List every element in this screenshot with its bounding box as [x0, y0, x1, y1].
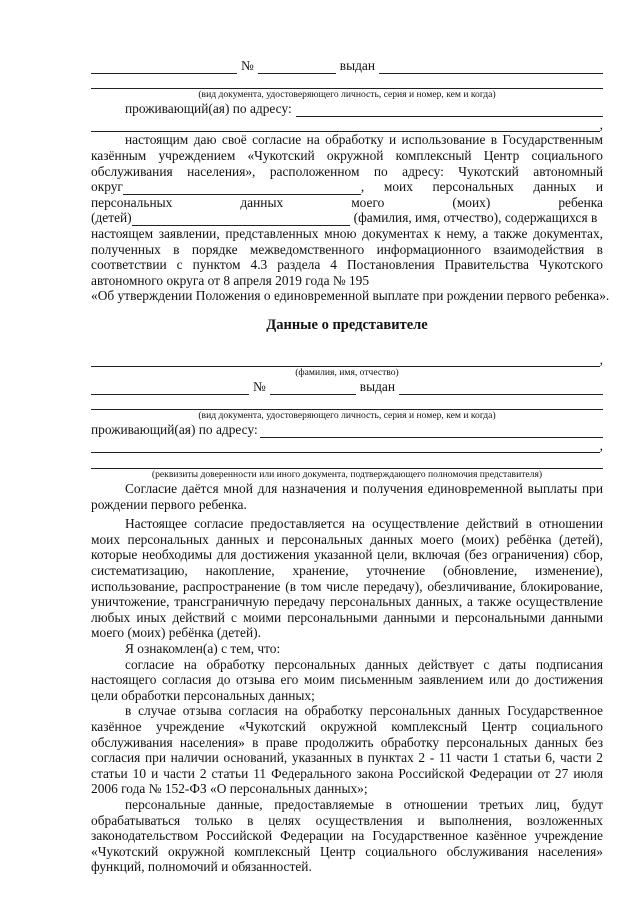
- rep-document-caption: (вид документа, удостоверяющего личность, серия и номер, кем и когда): [198, 410, 496, 422]
- applicant-document-row-2: [91, 74, 603, 90]
- rep-address-field-2[interactable]: [91, 440, 600, 453]
- consent-document: [91, 58, 610, 875]
- issued-label: выдан: [339, 58, 376, 73]
- issued-label: выдан: [359, 379, 396, 395]
- actions-paragraph: Настоящее согласие предоставляется на осуществление действий в отношении моих персональных данных и персональных данных моего (моих) ребёнка (детей), которые необходимы для достижения указанной цели, включая (без ограничения) сбор, систематизацию, накопление, хранение, уточнение (обновление, изменение), использование, распространение (в том числе передачу), обезличивание, блокирование, уничтожение, трансграничную передачу персональных данных, а также осуществление любых иных действий с моими персональными данными и персональными данными моего (моих) ребёнка (детей).: [91, 516, 603, 641]
- rep-address-field[interactable]: [260, 425, 603, 438]
- document-details-field[interactable]: [91, 76, 603, 89]
- consent-line-2: казённым учреждением «Чукотский окружной комплексный Центр социального: [91, 147, 603, 163]
- document-type-field[interactable]: [91, 61, 237, 74]
- rep-proxy-row: [91, 453, 603, 469]
- number-sign: №: [241, 58, 254, 73]
- rep-fio-caption: (фамилия, имя, отчество): [295, 367, 399, 379]
- rep-address-row-2: [91, 438, 603, 454]
- okrug-label: округ: [91, 179, 123, 195]
- comma: ,: [599, 437, 603, 453]
- document-number-field[interactable]: [258, 61, 336, 74]
- children-label: (детей): [91, 210, 132, 226]
- consent-line-3: обслуживания населения», расположенном по адресу: Чукотский автономный: [91, 163, 603, 179]
- comma: ,: [599, 116, 603, 132]
- okrug-field[interactable]: [123, 182, 361, 195]
- rep-fio-row: [91, 352, 603, 368]
- rep-document-details-field[interactable]: [91, 397, 603, 410]
- address-row-2: [91, 117, 603, 133]
- children-row: [91, 210, 603, 226]
- rep-address-row: [91, 422, 603, 438]
- document-caption: (вид документа, удостоверяющего личность, серия и номер, кем и когда): [198, 89, 496, 101]
- third-parties-paragraph: персональные данные, предоставляемые в отношении третьих лиц, будут обрабатываться только в целях осуществления и выполнения, возложенных законодательством Российской Федерации на Государственное казённое учреждение «Чукотский окружной комплексный Центр социального обслуживания населения» функций, полномочий и обязанностей.: [91, 796, 603, 875]
- rep-fio-field[interactable]: [91, 354, 600, 367]
- rep-document-type-field[interactable]: [91, 382, 249, 395]
- issued-by-field[interactable]: [379, 61, 603, 74]
- rep-proxy-field[interactable]: [91, 456, 603, 469]
- number-sign: №: [253, 379, 266, 395]
- withdrawal-paragraph: в случае отзыва согласия на обработку персональных данных Государственное казённое учреждение «Чукотский окружной комплексный Центр социального обслуживания населения» в праве продолжить обработку персональных данных без согласия при наличии оснований, указанных в пунктах 2 - 11 части 1 статьи 6, части 2 статьи 10 и части 2 статьи 11 Федерального закона Российской Федерации от 27 июля 2006 года № 152-ФЗ «О персональных данных»;: [91, 703, 603, 797]
- okrug-after: , моих персональных данных и: [360, 179, 603, 195]
- address-field[interactable]: [296, 104, 603, 117]
- consent-line-5: персональных данных моего (моих) ребенка: [91, 194, 603, 210]
- residing-label: проживающий(ая) по адресу:: [125, 101, 292, 117]
- acknowledged-line: Я ознакомлен(а) с тем, что:: [125, 641, 281, 656]
- representative-heading: Данные о представителе: [266, 316, 428, 333]
- rep-document-row-2: [91, 395, 603, 411]
- children-field[interactable]: [132, 213, 350, 226]
- validity-paragraph: согласие на обработку персональных данных действует с даты подписания настоящего согласия до отзыва его моим письменным заявлением или до достижения цели обработки персональных данных;: [91, 656, 603, 703]
- applicant-document-row: [91, 58, 603, 74]
- rep-residing-label: проживающий(ая) по адресу:: [91, 422, 258, 438]
- address-row: [91, 101, 603, 117]
- address-field-2[interactable]: [91, 119, 600, 132]
- rep-document-row: [91, 379, 603, 395]
- rep-issued-by-field[interactable]: [399, 382, 603, 395]
- consent-line-1: настоящим даю своё согласие на обработку и использование в Государственным: [125, 132, 603, 148]
- okrug-row: [91, 179, 603, 195]
- purpose-paragraph: Согласие даётся мной для назначения и получения единовременной выплаты при рождении первого ребенка.: [91, 481, 603, 512]
- consent-paragraph-last: «Об утверждении Положения о единовременной выплате при рождении первого ребенка».: [91, 288, 610, 304]
- rep-document-number-field[interactable]: [270, 382, 356, 395]
- consent-paragraph-rest: настоящем заявлении, представленных мною документах к нему, а также документах, полученных в порядке межведомственного информационного взаимодействия в соответствии с пунктом 4.3 раздела 4 Постановления Правительства Чукотского автономного округа от 8 апреля 2019 года № 195: [91, 225, 603, 288]
- comma: ,: [599, 351, 603, 367]
- rep-proxy-caption: (реквизиты доверенности или иного документа, подтверждающего полномочия представителя): [151, 469, 543, 481]
- children-after: (фамилия, имя, отчество), содержащихся в: [353, 210, 598, 226]
